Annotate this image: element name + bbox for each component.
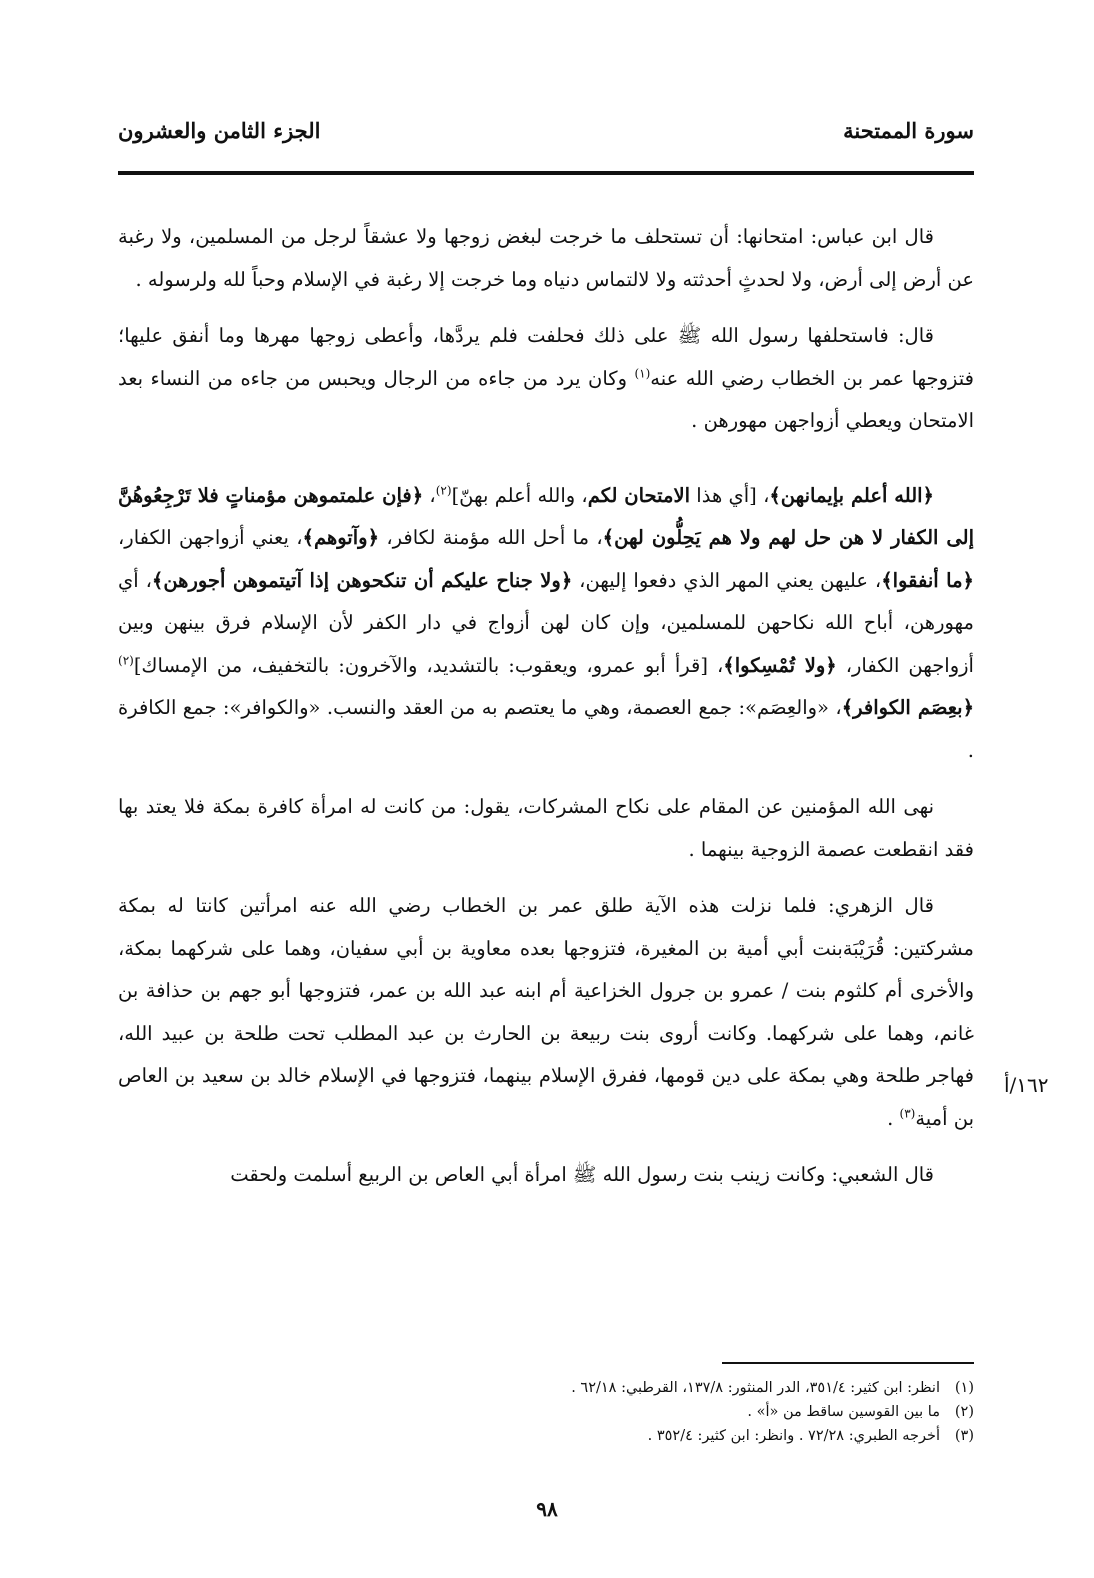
paragraph-text: نهى الله المؤمنين عن المقام على نكاح المشركات، يقول: من كانت له امرأة كافرة بمكة فلا يعتد بها فقد انقطعت عصمة الزوجية بينهما . <box>118 795 974 861</box>
paragraph-text: قال الشعبي: وكانت زينب بنت رسول الله ﷺ امرأة أبي العاص بن الربيع أسلمت ولحقت <box>230 1163 934 1186</box>
paragraph-zuhri <box>118 885 974 1140</box>
quran-verse: ﴿بعِصَم الكوافر﴾ <box>841 696 974 719</box>
footnote-ref: (٣) <box>899 1106 916 1120</box>
footnote-ref: (٢) <box>435 483 452 497</box>
footnotes <box>118 1376 974 1448</box>
footnote <box>118 1400 974 1424</box>
paragraph-text: قال ابن عباس: امتحانها: أن تستحلف ما خرجت لبغض زوجها ولا عشقاً لرجل من المسلمين، ولا رغبة عن أرض إلى أرض، ولا لحدثٍ أحدثته ولا لالتماس دنياه وما خرجت إلا رغبة في الإسلام وحباً لله ولرسوله . <box>118 225 974 291</box>
paragraph-tafsir <box>118 475 974 773</box>
manuscript-folio-note: ١٦٢/أ <box>1004 1073 1049 1097</box>
paragraph-prohibition <box>118 786 974 871</box>
quran-verse: ﴿ولا جناح عليكم أن تنكحوهن إذا آتيتموهن أجورهن﴾ <box>151 568 573 592</box>
quran-verse: ﴿ولا تُمْسِكوا﴾ <box>723 653 837 677</box>
paragraph-text: وكان يرد من جاءه من الرجال ويحبس من جاءه من النساء بعد الامتحان ويعطي أزواجهن مهورهن . <box>118 366 974 432</box>
emphasis-text: الامتحان لكم <box>587 483 691 507</box>
footnote-rule <box>722 1362 974 1364</box>
quran-verse: ﴿وآتوهم﴾ <box>302 526 379 549</box>
footnote <box>118 1424 974 1448</box>
paragraph-text: ، أي مهورهن، أباح الله نكاحهن للمسلمين، وإن كان لهن أزواج في دار الكفر لأن الإسلام فرق بينهن وبين أزواجهن الكفار، <box>118 568 974 677</box>
footnote-text: أخرجه الطبري: ٧٢/٢٨ . وانظر: ابن كثير: ٣٥٢/٤ . <box>647 1428 940 1444</box>
quran-verse: ﴿الله أعلم بإيمانهن﴾ <box>769 483 934 507</box>
header-rule <box>118 171 974 175</box>
surah-title: سورة الممتحنة <box>843 118 974 143</box>
paragraph-text: ، [أي هذا <box>690 483 770 507</box>
footnote <box>118 1376 974 1400</box>
paragraph-text: ، <box>423 483 436 507</box>
footnote-number: (٣) <box>954 1428 974 1444</box>
paragraph-text: ، [قرأ أبو عمرو، ويعقوب: بالتشديد، والآخرون: بالتخفيف، من الإمساك] <box>133 653 724 677</box>
paragraph-text: ، يعني أزواجهن الكفار، <box>118 526 303 549</box>
quran-verse: ﴿ما أنفقوا﴾ <box>881 568 974 592</box>
quran-verse: ﴿فإن علمتموهن مؤمناتٍ فلا تَرْجِعُوهُنَّ إلى الكفار لا هن حل لهم ولا هم يَحِلُّون لهن﴾ <box>118 483 975 549</box>
footnote-ref: (١) <box>634 366 651 380</box>
paragraph-text: . <box>887 1106 900 1130</box>
paragraph-text: ، «والعِصَم»: جمع العصمة، وهي ما يعتصم به من العقد والنسب. «والكوافر»: جمع الكافرة . <box>118 696 974 762</box>
footnote-ref: (٢) <box>118 653 134 667</box>
footnote-number: (١) <box>954 1380 974 1396</box>
page-number: ٩٨ <box>536 1497 558 1521</box>
footnote-number: (٢) <box>954 1404 974 1420</box>
running-header <box>118 118 974 158</box>
paragraph-text: قال: فاستحلفها رسول الله ﷺ على ذلك فحلفت فلم يردَّها، وأعطى زوجها مهرها وما أنفق عليها؛ فتزوجها عمر بن الخطاب رضي الله عنه <box>118 324 974 390</box>
paragraph-text: ، والله أعلم بهنّ] <box>451 483 588 507</box>
paragraph-text: ، عليهن يعني المهر الذي دفعوا إليهن، <box>572 568 882 592</box>
paragraph-text: ، ما أحل الله مؤمنة لكافر، <box>379 526 603 549</box>
part-title: الجزء الثامن والعشرون <box>118 118 321 143</box>
footnote-text: انظر: ابن كثير: ٣٥١/٤، الدر المنثور: ١٣٧/٨، القرطبي: ٦٢/١٨ . <box>571 1380 940 1396</box>
paragraph-oath <box>118 315 974 443</box>
footnote-text: ما بين القوسين ساقط من «أ» . <box>747 1404 940 1420</box>
paragraph-shabi <box>118 1154 974 1197</box>
body-text <box>118 216 974 1211</box>
paragraph-ibn-abbas <box>118 216 974 301</box>
paragraph-text: قال الزهري: فلما نزلت هذه الآية طلق عمر بن الخطاب رضي الله عنه امرأتين كانتا له بمكة مشركتين: قُرَيْبَةبنت أبي أمية بن المغيرة، فتزوجها بعده معاوية بن أبي سفيان، وهما على شركهما بمكة، والأخرى أم كلثوم بنت / عمرو بن جرول الخزاعية أم ابنه عبد الله بن عمر، فتزوجها أبو جهم بن حذافة بن غانم، وهما على شركهما. وكانت أروى بنت ربيعة بن الحارث بن عبد المطلب تحت طلحة بن عبيد الله، فهاجر طلحة وهي بمكة على دين قومها، ففرق الإسلام بينهما، فتزوجها في الإسلام خالد بن سعيد بن العاص بن أمية <box>118 894 974 1130</box>
